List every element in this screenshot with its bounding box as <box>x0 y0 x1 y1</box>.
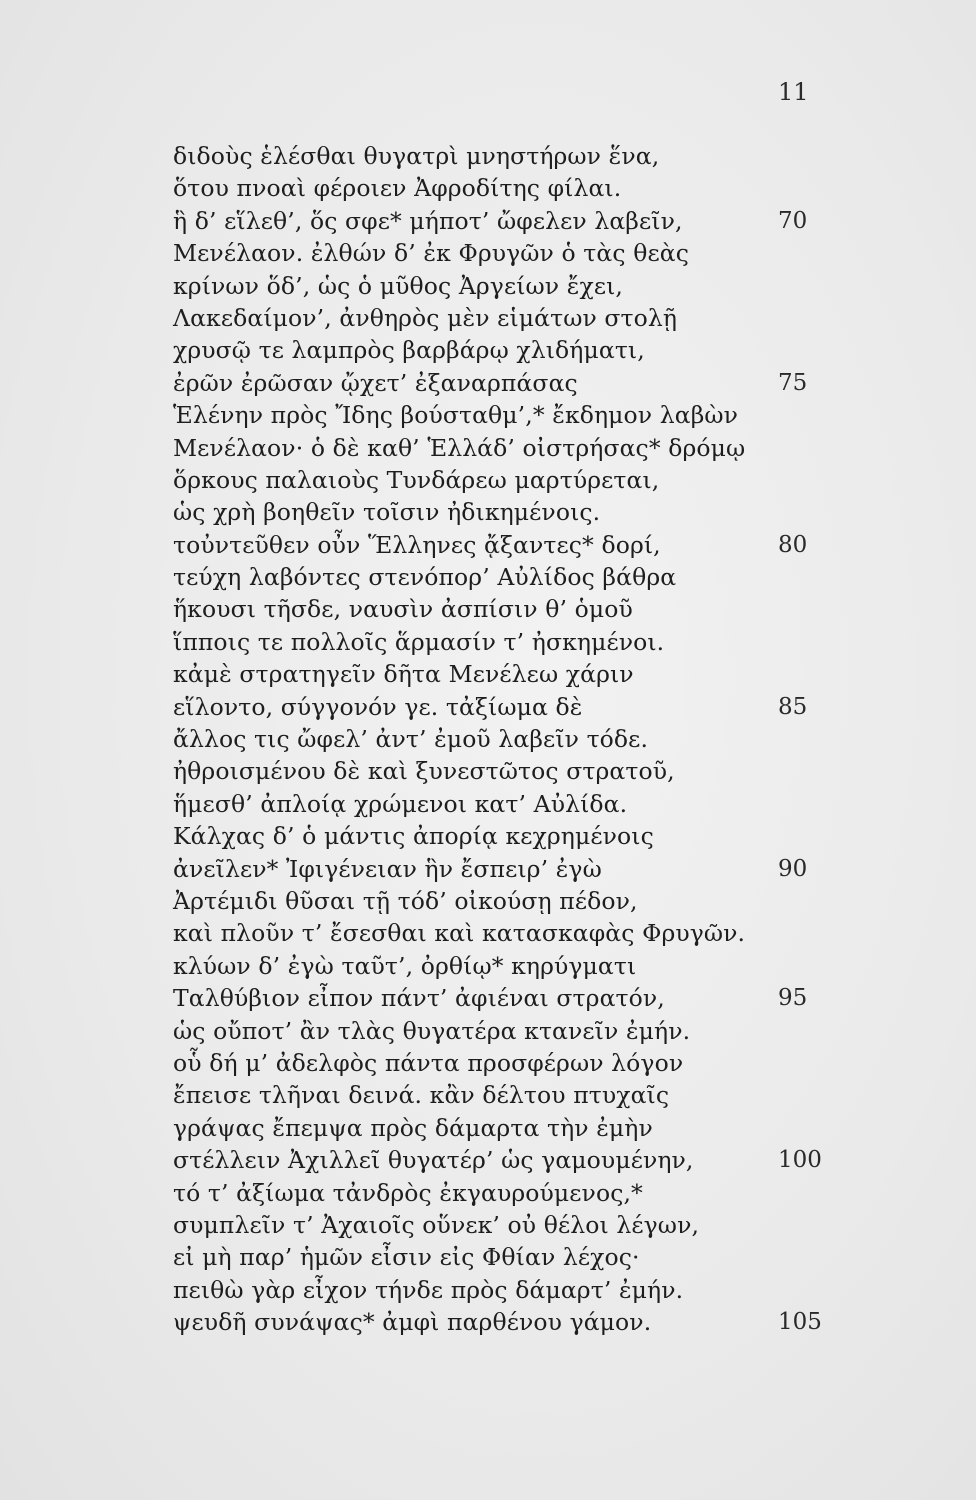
verse-line <box>0 561 976 593</box>
verse-line <box>0 1079 976 1111</box>
verse-text: ἵπποις τε πολλοῖς ἅρμασίν τ’ ἠσκημένοι. <box>173 627 665 656</box>
verse-line <box>0 917 976 949</box>
verse-line <box>0 432 976 464</box>
verse-text: εἰ μὴ παρ’ ἡμῶν εἶσιν εἰς Φθίαν λέχος· <box>173 1243 640 1272</box>
verse-line <box>0 691 976 723</box>
verse-text: κλύων δ’ ἐγὼ ταῦτ’, ὀρθίῳ* κηρύγματι <box>173 951 637 980</box>
verse-text: ὅρκους παλαιοὺς Τυνδάρεω μαρτύρεται, <box>173 465 660 494</box>
verse-line <box>0 1144 976 1176</box>
verse-text: Ταλθύβιον εἶπον πάντ’ ἀφιέναι στρατόν, <box>173 984 665 1013</box>
verse-line <box>0 950 976 982</box>
verse-line <box>0 367 976 399</box>
verse-text: Ἀρτέμιδι θῦσαι τῇ τόδ’ οἰκούσῃ πέδον, <box>173 886 638 915</box>
verse-line <box>0 399 976 431</box>
verse-text: κρίνων ὅδ’, ὡς ὁ μῦθος Ἀργείων ἔχει, <box>173 271 623 300</box>
verse-line <box>0 1015 976 1047</box>
line-number: 105 <box>778 1309 822 1336</box>
verse-text: γράψας ἔπεμψα πρὸς δάμαρτα τὴν ἐμὴν <box>173 1113 653 1142</box>
line-number: 100 <box>778 1147 822 1174</box>
verse-line <box>0 1241 976 1273</box>
verse-text: οὗ δή μ’ ἀδελφὸς πάντα προσφέρων λόγον <box>173 1048 684 1077</box>
verse-text: στέλλειν Ἀχιλλεῖ θυγατέρ’ ὡς γαμουμένην, <box>173 1146 694 1175</box>
verse-line <box>0 853 976 885</box>
verse-text: ἥμεσθ’ ἀπλοίᾳ χρώμενοι κατ’ Αὐλίδα. <box>173 789 628 818</box>
verse-text: ψευδῆ συνάψας* ἀμφὶ παρθένου γάμον. <box>173 1308 652 1337</box>
verse-text: καὶ πλοῦν τ’ ἔσεσθαι καὶ κατασκαφὰς Φρυγῶν. <box>173 919 746 948</box>
verse-line <box>0 302 976 334</box>
line-number: 70 <box>778 207 808 234</box>
verse-text: Μενέλαον· ὁ δὲ καθ’ Ἑλλάδ’ οἰστρήσας* δρόμῳ <box>173 433 746 462</box>
verse-text: εἵλοντο, σύγγονόν γε. τἀξίωμα δὲ <box>173 692 583 721</box>
verse-text: χρυσῷ τε λαμπρὸς βαρβάρῳ χλιδήματι, <box>173 336 645 365</box>
line-number: 80 <box>778 531 808 558</box>
verse-text: Κάλχας δ’ ὁ μάντις ἀπορίᾳ κεχρημένοις <box>173 822 654 851</box>
verse-line <box>0 237 976 269</box>
line-number: 75 <box>778 369 808 396</box>
verse-text: ὡς χρὴ βοηθεῖν τοῖσιν ἠδικημένοις. <box>173 498 601 527</box>
line-number: 95 <box>778 985 808 1012</box>
verse-line <box>0 723 976 755</box>
verse-text: συμπλεῖν τ’ Ἀχαιοῖς οὕνεκ’ οὐ θέλοι λέγων, <box>173 1210 700 1239</box>
verse-text: ὡς οὔποτ’ ἂν τλὰς θυγατέρα κτανεῖν ἐμήν. <box>173 1016 691 1045</box>
verse-text: κἀμὲ στρατηγεῖν δῆτα Μενέλεω χάριν <box>173 660 634 689</box>
verse-line <box>0 496 976 528</box>
verse-text: Μενέλαον. ἐλθών δ’ ἐκ Φρυγῶν ὁ τὰς θεὰς <box>173 239 689 268</box>
verse-line <box>0 788 976 820</box>
verse-line <box>0 626 976 658</box>
verse-line <box>0 172 976 204</box>
line-number: 85 <box>778 693 808 720</box>
verse-line <box>0 820 976 852</box>
verse-text: τεύχη λαβόντες στενόπορ’ Αὐλίδος βάθρα <box>173 563 677 592</box>
verse-line <box>0 334 976 366</box>
verse-text: ἥκουσι τῆσδε, ναυσὶν ἀσπίσιν θ’ ὁμοῦ <box>173 595 633 624</box>
verse-text: ἀνεῖλεν* Ἰφιγένειαν ἣν ἔσπειρ’ ἐγὼ <box>173 854 602 883</box>
verse-text: τοὐντεῦθεν οὖν Ἕλληνες ᾄξαντες* δορί, <box>173 530 661 559</box>
verse-line <box>0 1306 976 1338</box>
verse-text: ἐρῶν ἐρῶσαν ᾤχετ’ ἐξαναρπάσας <box>173 368 578 397</box>
verse-text: ἔπεισε τλῆναι δεινά. κἂν δέλτου πτυχαῖς <box>173 1081 670 1110</box>
verse-line <box>0 205 976 237</box>
verse-line <box>0 529 976 561</box>
verse-text: πειθὼ γὰρ εἶχον τήνδε πρὸς δάμαρτ’ ἐμήν. <box>173 1275 684 1304</box>
verse-line <box>0 270 976 302</box>
verse-line <box>0 140 976 172</box>
verse-line <box>0 885 976 917</box>
verse-text: Ἑλένην πρὸς Ἴδης βούσταθμ’,* ἔκδημον λαβὼν <box>173 401 739 430</box>
verse-line <box>0 1112 976 1144</box>
verse-line <box>0 755 976 787</box>
verse-line <box>0 1047 976 1079</box>
verse-text: τό τ’ ἀξίωμα τἀνδρὸς ἐκγαυρούμενος,* <box>173 1178 643 1207</box>
verse-text: ἠθροισμένου δὲ καὶ ξυνεστῶτος στρατοῦ, <box>173 757 675 786</box>
verse-line <box>0 1209 976 1241</box>
verse-text: ὅτου πνοαὶ φέροιεν Ἀφροδίτης φίλαι. <box>173 174 622 203</box>
verse-text: διδοὺς ἑλέσθαι θυγατρὶ μνηστήρων ἕνα, <box>173 142 660 170</box>
verse-line <box>0 464 976 496</box>
verse-text: Λακεδαίμον’, ἀνθηρὸς μὲν εἱμάτων στολῇ <box>173 303 678 332</box>
line-number: 90 <box>778 855 808 882</box>
verse-line <box>0 1274 976 1306</box>
verse-line <box>0 593 976 625</box>
verse-text: ἄλλος τις ὤφελ’ ἀντ’ ἐμοῦ λαβεῖν τόδε. <box>173 725 649 754</box>
page-number: 11 <box>778 78 809 106</box>
verse-text: ἣ δ’ εἵλεθ’, ὅς σφε* μήποτ’ ὤφελεν λαβεῖν, <box>173 206 683 235</box>
verse-line <box>0 1177 976 1209</box>
verse-block <box>0 140 976 1338</box>
verse-line <box>0 982 976 1014</box>
verse-line <box>0 658 976 690</box>
